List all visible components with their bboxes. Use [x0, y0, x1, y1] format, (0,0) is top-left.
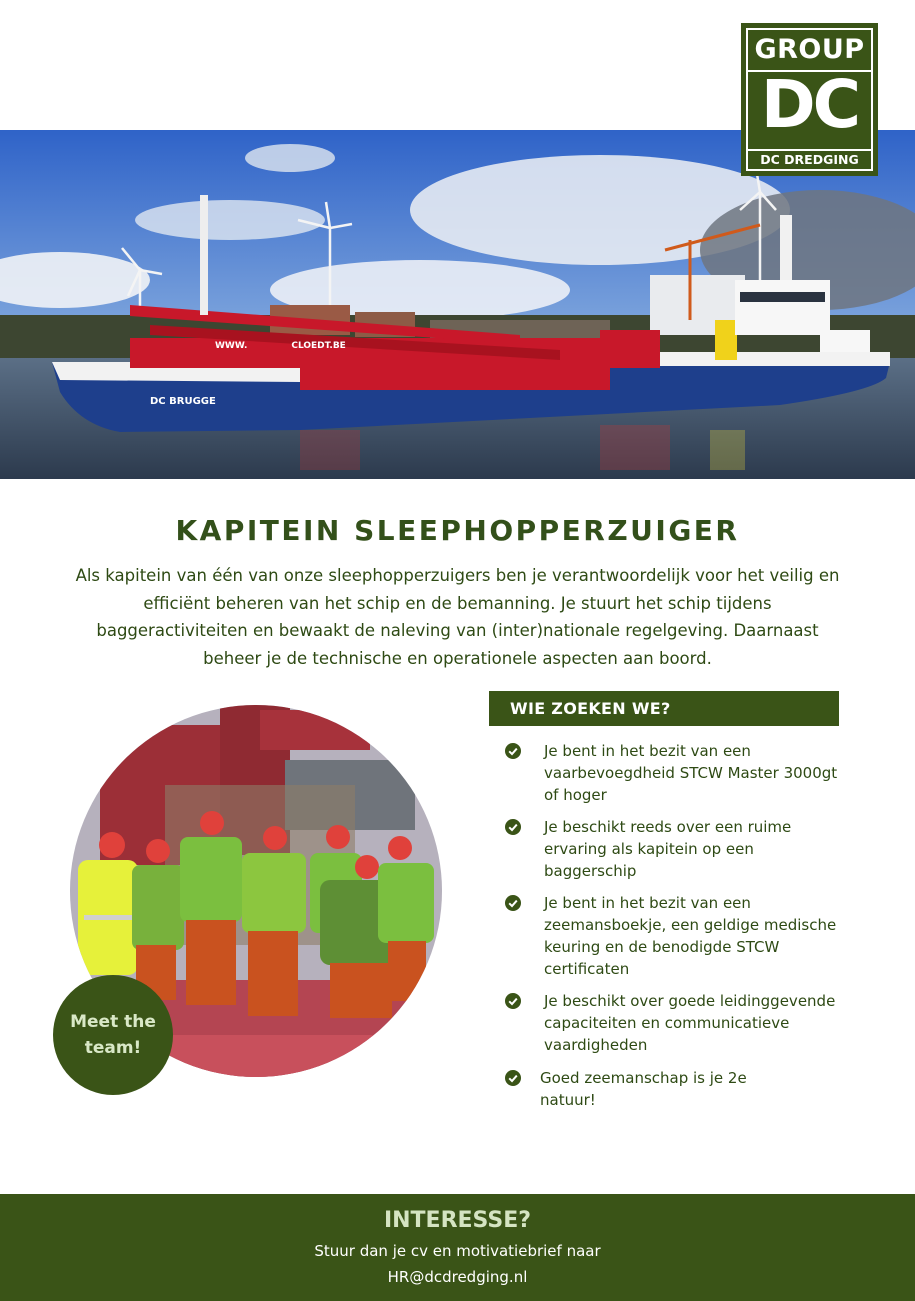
check-icon	[505, 993, 521, 1009]
check-icon	[505, 895, 521, 911]
requirement-item	[505, 892, 845, 980]
check-icon	[505, 743, 521, 759]
requirement-item	[505, 816, 845, 882]
job-intro: Als kapitein van één van onze sleephopperzuigers ben je verantwoordelijk voor het veilig en efficiënt beheren van het schip en de bemanning. Je stuurt het schip tijdens baggeractiviteiten en bewaakt de naleving van (inter)nationale regelgeving. Daarnaast beheer je de technische en operationele aspecten aan boord.	[75, 566, 840, 668]
logo-group-text: GROUP	[754, 34, 865, 65]
footer-instruction: Stuur dan je cv en motivatiebrief naar	[314, 1242, 601, 1260]
requirement-item	[505, 1067, 845, 1111]
requirement-text: Je bent in het bezit van een vaarbevoegdheid STCW Master 3000gt of hoger	[544, 742, 838, 804]
footer-email-link[interactable]: HR@dcdredging.nl	[387, 1268, 528, 1286]
ship-name-label: DC BRUGGE	[150, 396, 216, 407]
requirements-heading: WIE ZOEKEN WE?	[489, 691, 839, 726]
logo-initials: DC	[760, 66, 859, 143]
requirement-item	[505, 740, 845, 806]
requirement-text: Je bent in het bezit van een zeemansboekje, een geldige medische keuring en de benodigde STCW certificaten	[544, 894, 837, 978]
check-icon	[505, 819, 521, 835]
hull-website-label: WWW. CLOEDT.BE	[215, 341, 346, 351]
logo-divider-bottom	[748, 149, 871, 151]
job-title: KAPITEIN SLEEPHOPPERZUIGER	[175, 514, 740, 547]
requirement-item	[505, 990, 845, 1056]
requirement-text: Je beschikt reeds over een ruime ervaring als kapitein op een baggerschip	[544, 818, 792, 880]
check-icon	[505, 1070, 521, 1086]
logo-company-name: DC DREDGING	[760, 152, 859, 167]
company-logo	[741, 23, 878, 176]
meet-the-team-label: Meet the team!	[70, 1012, 156, 1058]
requirement-text: Goed zeemanschap is je 2e natuur!	[540, 1069, 747, 1109]
footer-title: INTERESSE?	[383, 1208, 532, 1233]
hero-ship-image	[0, 130, 915, 479]
meet-the-team-badge[interactable]	[53, 975, 173, 1095]
footer-cta	[0, 1194, 915, 1301]
requirement-text: Je beschikt over goede leidinggevende capaciteiten en communicatieve vaardigheden	[544, 992, 836, 1054]
